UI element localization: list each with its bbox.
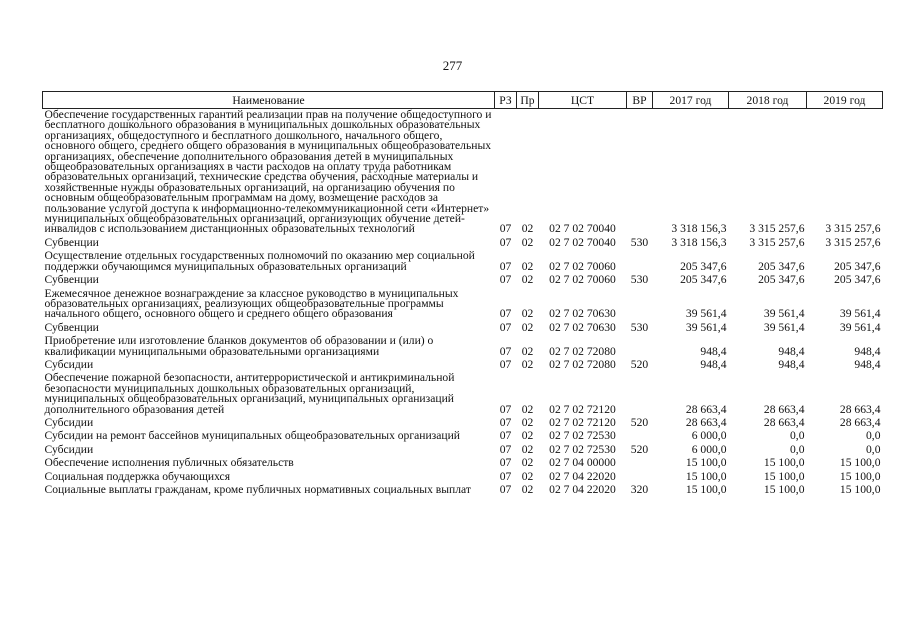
row-cst: 02 7 04 00000: [549, 456, 616, 470]
row-pr: 02: [521, 415, 534, 429]
row-pr: 02: [521, 320, 534, 334]
row-cst: 02 7 02 70060: [549, 273, 616, 287]
row-2019: 15 100,0: [839, 469, 881, 483]
row-2018: 205 347,6: [758, 273, 805, 287]
row-2017: 205 347,6: [680, 259, 727, 273]
row-name: Субсидии: [44, 357, 94, 371]
row-pr: 02: [521, 429, 534, 443]
row-rz: 07: [499, 235, 512, 249]
row-pr: 02: [521, 273, 534, 287]
row-pr: 02: [521, 469, 534, 483]
row-2018: 39 561,4: [763, 320, 805, 334]
row-pr: 02: [521, 483, 534, 496]
row-pr: 02: [521, 307, 534, 321]
table-row: [43, 288, 883, 322]
table-row: [43, 322, 883, 335]
row-name: Приобретение или изготовление бланков документов об образовании и (или) о квалификации муниципальными образовательными организациями: [44, 334, 434, 358]
row-pr: 02: [521, 442, 534, 456]
row-2018: 39 561,4: [763, 307, 805, 321]
row-name: Осуществление отдельных государственных полномочий по оказанию мер социальной поддержки обучающимся муниципальных образовательных организаций: [44, 249, 475, 273]
row-2019: 205 347,6: [834, 273, 881, 287]
row-2018: 0,0: [790, 429, 805, 443]
row-cst: 02 7 02 72530: [549, 429, 616, 443]
row-2017: 948,4: [700, 344, 727, 358]
row-name: Субвенции: [44, 235, 99, 249]
row-cst: 02 7 02 70060: [549, 259, 616, 273]
row-2019: 0,0: [866, 429, 881, 443]
table-row: [43, 457, 883, 470]
row-pr: 02: [521, 402, 534, 416]
row-name: Субсидии на ремонт бассейнов муниципальных общеобразовательных организаций: [44, 429, 461, 443]
row-rz: 07: [499, 320, 512, 334]
row-vr: 520: [630, 357, 649, 371]
row-name: Ежемесячное денежное вознаграждение за классное руководство в муниципальных образовательных организациях, реализующих общеобразовательные программы начального общего, основного общего и среднего общего образования: [44, 286, 459, 321]
table-header: [43, 92, 883, 109]
table-row: [43, 430, 883, 443]
budget-table: [42, 91, 883, 497]
row-2018: 15 100,0: [763, 456, 805, 470]
row-2018: 948,4: [778, 357, 805, 371]
row-2018: 15 100,0: [763, 483, 805, 496]
table-body: [43, 109, 883, 498]
header-cst: ЦСТ: [539, 92, 627, 109]
row-rz: 07: [499, 429, 512, 443]
row-2017: 6 000,0: [691, 442, 727, 456]
header-pr: Пр: [517, 92, 539, 109]
row-pr: 02: [521, 222, 534, 236]
row-name: Социальные выплаты гражданам, кроме публичных нормативных социальных выплат: [44, 483, 471, 496]
row-2018: 3 315 257,6: [749, 222, 805, 236]
row-2017: 39 561,4: [685, 320, 727, 334]
row-2017: 3 318 156,3: [671, 222, 727, 236]
row-2019: 205 347,6: [834, 259, 881, 273]
row-2019: 39 561,4: [839, 320, 881, 334]
table-row: [43, 484, 883, 497]
header-vr: ВР: [627, 92, 653, 109]
table-row: [43, 359, 883, 372]
row-vr: 530: [630, 235, 649, 249]
row-cst: 02 7 04 22020: [549, 469, 616, 483]
row-2019: 3 315 257,6: [825, 235, 881, 249]
row-2017: 15 100,0: [685, 483, 727, 496]
row-2017: 28 663,4: [685, 415, 727, 429]
row-vr: [627, 335, 653, 359]
row-cst: 02 7 02 70630: [549, 320, 616, 334]
row-vr: 320: [630, 483, 649, 496]
row-2017: 15 100,0: [685, 456, 727, 470]
row-cst: 02 7 02 70630: [549, 307, 616, 321]
table-row: [43, 237, 883, 250]
row-2019: 15 100,0: [839, 483, 881, 496]
row-2018: 3 315 257,6: [749, 235, 805, 249]
row-vr: [627, 430, 653, 443]
row-cst: 02 7 02 72530: [549, 442, 616, 456]
row-2018: 0,0: [790, 442, 805, 456]
table-row: [43, 250, 883, 274]
header-2019: 2019 год: [807, 92, 883, 109]
row-rz: 07: [499, 415, 512, 429]
header-name: Наименование: [43, 92, 495, 109]
row-name: Обеспечение государственных гарантий реализации прав на получение общедоступного и бесплатного дошкольного образования в муниципальных дошкольных образовательных организациях, общедоступного и бесплатного дошкольного, начального общего, основного общего, среднего общего образования в муниципальных общеобразовательных организациях, обеспечение дополнительного образования детей в муниципальных общеобразовательных организациях в части расходов на оплату труда работникам образовательных организаций, технические средства обучения, расходные материалы и хозяйственные нужды образовательных организаций, на организацию обучения по основным общеобразовательным программам на дому, возмещение расходов за пользование услугой доступа к информационно-телекоммуникационной сети «Интернет» муниципальных общеобразовательных организаций, организующих обучение детей-инвалидов с использованием дистанционных образовательных технологий: [44, 108, 492, 236]
row-vr: 520: [630, 442, 649, 456]
row-2018: 948,4: [778, 344, 805, 358]
row-vr: [627, 457, 653, 470]
row-2019: 948,4: [854, 357, 881, 371]
row-name: Обеспечение исполнения публичных обязательств: [44, 456, 294, 470]
row-vr: [627, 288, 653, 322]
table-row: [43, 471, 883, 484]
row-pr: 02: [521, 259, 534, 273]
row-name: Социальная поддержка обучающихся: [44, 469, 231, 483]
row-cst: 02 7 04 22020: [549, 483, 616, 496]
row-rz: 07: [499, 344, 512, 358]
header-rz: РЗ: [495, 92, 517, 109]
row-vr: [627, 372, 653, 417]
row-2018: 15 100,0: [763, 469, 805, 483]
row-vr: [627, 250, 653, 274]
row-name: Субвенции: [44, 320, 99, 334]
row-cst: 02 7 02 70040: [549, 222, 616, 236]
row-2017: 948,4: [700, 357, 727, 371]
row-2018: 28 663,4: [763, 415, 805, 429]
row-2017: 205 347,6: [680, 273, 727, 287]
row-2018: 205 347,6: [758, 259, 805, 273]
row-2017: 15 100,0: [685, 469, 727, 483]
row-rz: 07: [499, 483, 512, 496]
table-row: [43, 444, 883, 457]
header-2018: 2018 год: [729, 92, 807, 109]
row-vr: 530: [630, 273, 649, 287]
row-2019: 15 100,0: [839, 456, 881, 470]
row-rz: 07: [499, 469, 512, 483]
row-rz: 07: [499, 259, 512, 273]
table-row: [43, 417, 883, 430]
row-vr: [627, 471, 653, 484]
table-row: [43, 109, 883, 237]
row-vr: 530: [630, 320, 649, 334]
row-pr: 02: [521, 344, 534, 358]
row-2019: 28 663,4: [839, 415, 881, 429]
row-cst: 02 7 02 72080: [549, 344, 616, 358]
row-pr: 02: [521, 456, 534, 470]
row-2019: 39 561,4: [839, 307, 881, 321]
row-vr: 520: [630, 415, 649, 429]
page-number: 277: [442, 58, 463, 73]
row-cst: 02 7 02 72120: [549, 415, 616, 429]
row-2018: 28 663,4: [763, 402, 805, 416]
header-2017: 2017 год: [653, 92, 729, 109]
row-2017: 6 000,0: [691, 429, 727, 443]
row-rz: 07: [499, 402, 512, 416]
row-rz: 07: [499, 442, 512, 456]
table-row: [43, 372, 883, 417]
row-2017: 28 663,4: [685, 402, 727, 416]
row-2019: 3 315 257,6: [825, 222, 881, 236]
row-rz: 07: [499, 357, 512, 371]
row-cst: 02 7 02 72120: [549, 402, 616, 416]
row-2019: 0,0: [866, 442, 881, 456]
row-rz: 07: [499, 307, 512, 321]
row-pr: 02: [521, 357, 534, 371]
row-rz: 07: [499, 222, 512, 236]
row-name: Субсидии: [44, 415, 94, 429]
row-2019: 28 663,4: [839, 402, 881, 416]
row-2017: 39 561,4: [685, 307, 727, 321]
row-name: Обеспечение пожарной безопасности, антитеррористической и антикриминальной безопасности муниципальных дошкольных образовательных организаций, муниципальных общеобразовательных организаций, муниципальных организаций дополнительного образования детей: [44, 371, 455, 416]
table-row: [43, 335, 883, 359]
row-cst: 02 7 02 70040: [549, 235, 616, 249]
row-rz: 07: [499, 273, 512, 287]
row-vr: [627, 109, 653, 237]
row-rz: 07: [499, 456, 512, 470]
row-cst: 02 7 02 72080: [549, 357, 616, 371]
row-pr: 02: [521, 235, 534, 249]
row-2017: 3 318 156,3: [671, 235, 727, 249]
row-2019: 948,4: [854, 344, 881, 358]
table-row: [43, 274, 883, 287]
row-name: Субсидии: [44, 442, 94, 456]
row-name: Субвенции: [44, 273, 99, 287]
